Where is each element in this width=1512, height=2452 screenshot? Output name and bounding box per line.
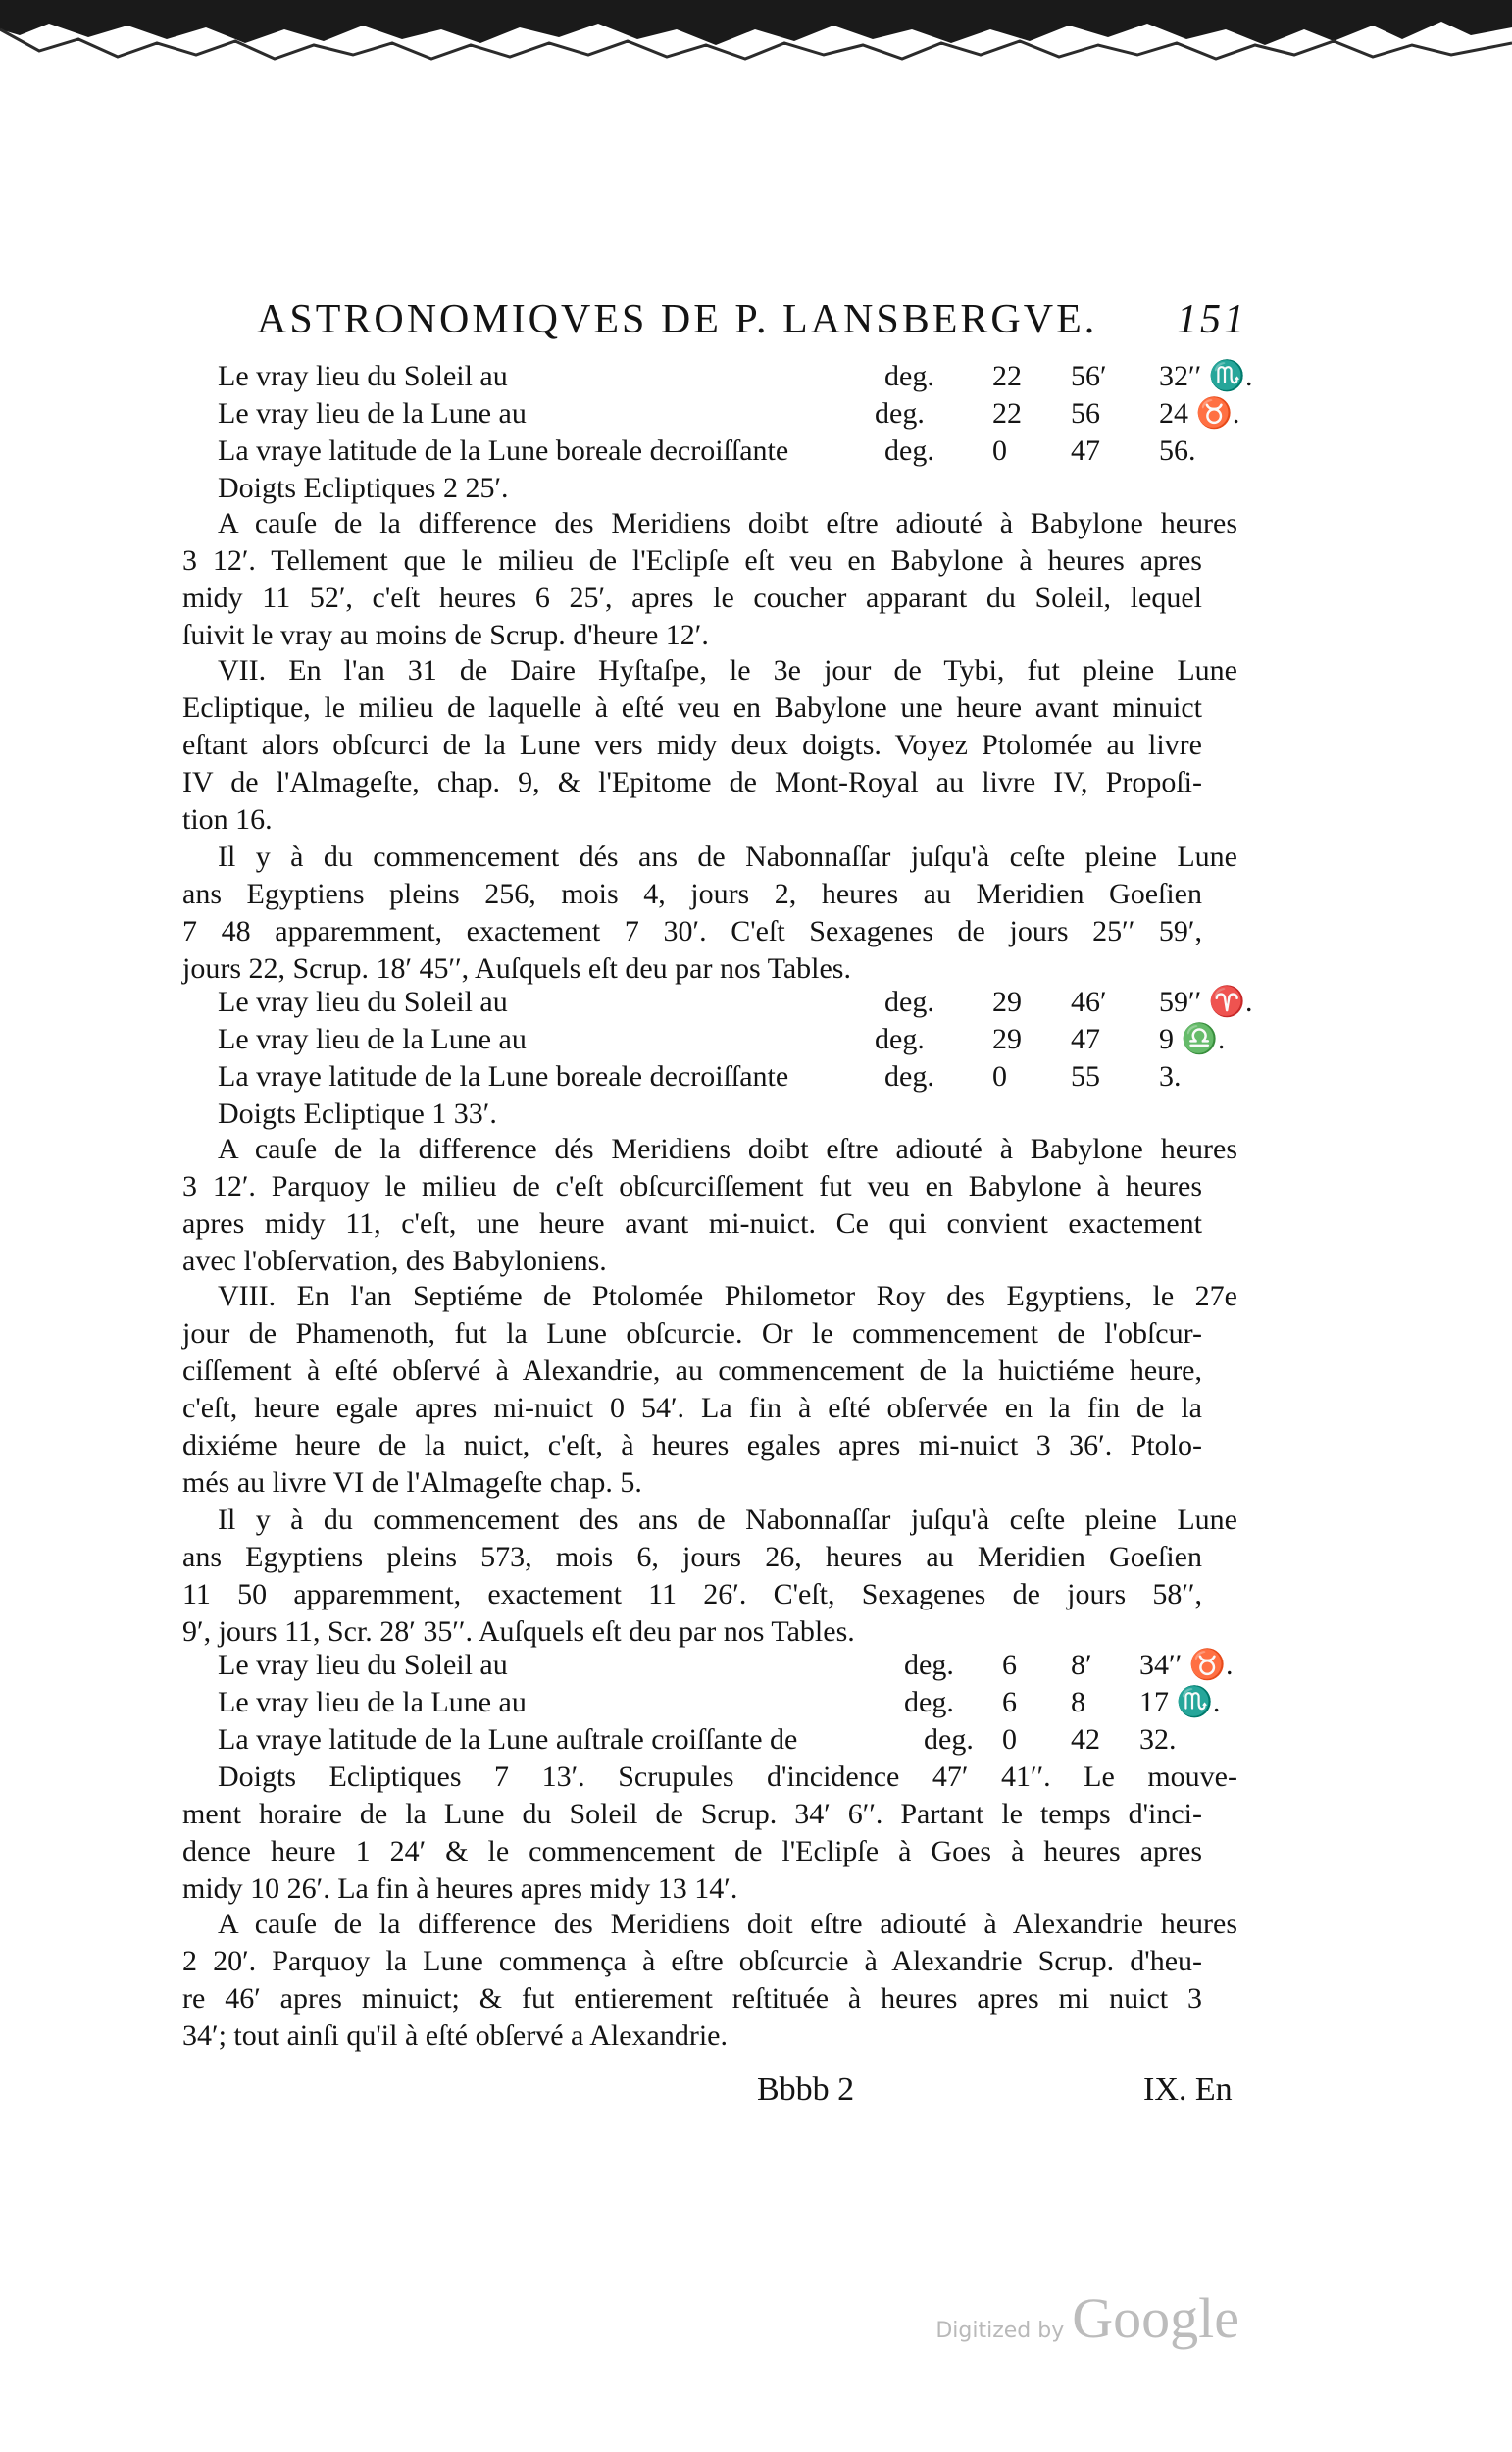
row-label: Le vray lieu du Soleil au bbox=[218, 1649, 508, 1681]
table-row bbox=[218, 985, 1253, 1020]
table-row bbox=[218, 1022, 1247, 1057]
row-deg: deg. bbox=[904, 1686, 954, 1718]
row-label: La vraye latitude de la Lune boreale decroiſſante bbox=[218, 434, 789, 467]
text-line: midy 11 52′, c'eſt heures 6 25′, apres le coucher apparant du Soleil, lequel bbox=[182, 582, 1202, 614]
text-line: ſuivit le vray au moins de Scrup. d'heure 12′. bbox=[182, 619, 709, 651]
text-line: 3 12′. Tellement que le milieu de l'Eclipſe eſt veu en Babylone à heures apres bbox=[182, 544, 1202, 577]
row-value-deg: 29 bbox=[992, 1023, 1022, 1055]
text-line: Ecliptique, le milieu de laquelle à eſté veu en Babylone une heure avant minuict bbox=[182, 691, 1202, 724]
signature-mark: Bbbb 2 bbox=[757, 2071, 855, 2108]
row-value-min: 47 bbox=[1071, 1023, 1100, 1055]
row-value-sec: 56. bbox=[1159, 434, 1196, 467]
text-line: Il y à du commencement dés ans de Nabonnaſſar juſqu'à ceſte pleine Lune bbox=[218, 841, 1237, 873]
row-value-deg: 6 bbox=[1002, 1649, 1017, 1681]
watermark-by-text: Digitized by bbox=[935, 2319, 1065, 2343]
text-line: VIII. En l'an Septiéme de Ptolomée Philometor Roy des Egyptiens, le 27e bbox=[218, 1280, 1237, 1312]
text-line: A cauſe de la difference des Meridiens doibt eſtre adiouté à Babylone heures bbox=[218, 507, 1237, 539]
page-number: 151 bbox=[1177, 297, 1247, 342]
row-value-min: 8′ bbox=[1071, 1649, 1092, 1681]
digitized-watermark bbox=[935, 2285, 1239, 2351]
text-line: avec l'obſervation, des Babyloniens. bbox=[182, 1245, 607, 1277]
google-logo: Google bbox=[1072, 2286, 1239, 2350]
text-line: midy 10 26′. La fin à heures apres midy 13 14′. bbox=[182, 1872, 738, 1905]
row-label: Le vray lieu du Soleil au bbox=[218, 360, 508, 392]
text-line: 7 48 apparemment, exactement 7 30′. C'eſt Sexagenes de jours 25′′ 59′, bbox=[182, 915, 1202, 947]
row-label: Le vray lieu du Soleil au bbox=[218, 986, 508, 1018]
row-value-deg: 22 bbox=[992, 360, 1022, 392]
text-line: ciſſement à eſté obſervé à Alexandrie, au commencement de la huictiéme heure, bbox=[182, 1354, 1202, 1387]
doigts-line: Doigts Ecliptiques 2 25′. bbox=[218, 472, 509, 504]
table-row bbox=[218, 1059, 1247, 1095]
text-line: ans Egyptiens pleins 573, mois 6, jours 26, heures au Meridien Goeſien bbox=[182, 1541, 1202, 1573]
text-line: VII. En l'an 31 de Daire Hyſtaſpe, le 3e jour de Tybi, fut pleine Lune bbox=[218, 654, 1237, 687]
text-line: tion 16. bbox=[182, 803, 273, 836]
row-value-deg: 6 bbox=[1002, 1686, 1017, 1718]
row-value-sec: 24 ♉. bbox=[1159, 397, 1240, 430]
text-line: jour de Phamenoth, fut la Lune obſcurcie. Or le commencement de l'obſcur- bbox=[182, 1317, 1202, 1350]
text-line: 34′; tout ainſi qu'il à eſté obſervé a Alexandrie. bbox=[182, 2019, 728, 2052]
row-value-min: 56′ bbox=[1071, 360, 1107, 392]
row-deg: deg. bbox=[924, 1723, 974, 1756]
text-line: ans Egyptiens pleins 256, mois 4, jours 2, heures au Meridien Goeſien bbox=[182, 878, 1202, 910]
table-row bbox=[218, 1685, 1247, 1720]
row-deg: deg. bbox=[884, 360, 934, 392]
row-value-sec: 9 ♎. bbox=[1159, 1023, 1226, 1055]
row-value-deg: 0 bbox=[992, 1060, 1007, 1093]
row-value-sec: 59′′ ♈. bbox=[1159, 986, 1253, 1018]
text-line: més au livre VI de l'Almageſte chap. 5. bbox=[182, 1466, 642, 1499]
text-line: Doigts Ecliptiques 7 13′. Scrupules d'incidence 47′ 41′′. Le mouve- bbox=[218, 1761, 1237, 1793]
row-deg: deg. bbox=[884, 434, 934, 467]
table-row bbox=[218, 1722, 1247, 1758]
row-value-min: 8 bbox=[1071, 1686, 1085, 1718]
row-label: La vraye latitude de la Lune auſtrale croiſſante de bbox=[218, 1723, 798, 1756]
row-value-min: 47 bbox=[1071, 434, 1100, 467]
row-deg: deg. bbox=[904, 1649, 954, 1681]
text-line: eſtant alors obſcurci de la Lune vers midy deux doigts. Voyez Ptolomée au livre bbox=[182, 729, 1202, 761]
row-value-min: 42 bbox=[1071, 1723, 1100, 1756]
row-label: Le vray lieu de la Lune au bbox=[218, 1023, 527, 1055]
row-value-deg: 22 bbox=[992, 397, 1022, 430]
text-line: c'eſt, heure egale apres mi-nuict 0 54′. La fin à eſté obſervée en la fin de la bbox=[182, 1392, 1202, 1424]
row-label: Le vray lieu de la Lune au bbox=[218, 1686, 527, 1718]
row-deg: deg. bbox=[884, 1060, 934, 1093]
text-line: re 46′ apres minuict; & fut entierement reſtituée à heures apres mi nuict 3 bbox=[182, 1982, 1202, 2015]
text-line: dixiéme heure de la nuict, c'eſt, à heures egales apres mi-nuict 3 36′. Ptolo- bbox=[182, 1429, 1202, 1461]
row-deg: deg. bbox=[884, 986, 934, 1018]
catchword: IX. En bbox=[1143, 2071, 1233, 2108]
running-title: ASTRONOMIQVES DE P. LANSBERGVE. bbox=[257, 297, 1098, 342]
row-value-sec: 32. bbox=[1139, 1723, 1177, 1756]
running-head bbox=[257, 296, 1247, 355]
text-line: 2 20′. Parquoy la Lune commença à eſtre obſcurcie à Alexandrie Scrup. d'heu- bbox=[182, 1945, 1202, 1977]
table-row bbox=[218, 434, 1247, 469]
table-row bbox=[218, 1648, 1247, 1683]
table-row bbox=[218, 396, 1247, 432]
text-line: A cauſe de la difference des Meridiens doit eſtre adiouté à Alexandrie heures bbox=[218, 1908, 1237, 1940]
row-deg: deg. bbox=[875, 1023, 925, 1055]
text-line: 11 50 apparemment, exactement 11 26′. C'eſt, Sexagenes de jours 58′′, bbox=[182, 1578, 1202, 1610]
row-label: La vraye latitude de la Lune boreale decroiſſante bbox=[218, 1060, 789, 1093]
text-line: IV de l'Almageſte, chap. 9, & l'Epitome de Mont-Royal au livre IV, Propoſi- bbox=[182, 766, 1202, 798]
text-line: dence heure 1 24′ & le commencement de l'Eclipſe à Goes à heures apres bbox=[182, 1835, 1202, 1867]
row-label: Le vray lieu de la Lune au bbox=[218, 397, 527, 430]
row-value-sec: 3. bbox=[1159, 1060, 1182, 1093]
row-value-sec: 34′′ ♉. bbox=[1139, 1649, 1234, 1681]
text-line: 9′, jours 11, Scr. 28′ 35′′. Auſquels eſt deu par nos Tables. bbox=[182, 1615, 855, 1648]
text-line: apres midy 11, c'eſt, une heure avant mi-nuict. Ce qui convient exactement bbox=[182, 1207, 1202, 1240]
text-line: Il y à du commencement des ans de Nabonnaſſar juſqu'à ceſte pleine Lune bbox=[218, 1504, 1237, 1536]
row-value-min: 46′ bbox=[1071, 986, 1107, 1018]
text-line: ment horaire de la Lune du Soleil de Scrup. 34′ 6′′. Partant le temps d'inci- bbox=[182, 1798, 1202, 1830]
row-value-deg: 0 bbox=[1002, 1723, 1017, 1756]
row-value-min: 56 bbox=[1071, 397, 1100, 430]
table-row bbox=[218, 359, 1253, 394]
text-line: jours 22, Scrup. 18′ 45′′, Auſquels eſt deu par nos Tables. bbox=[182, 952, 851, 985]
text-line: 3 12′. Parquoy le milieu de c'eſt obſcurciſſement fut veu en Babylone à heures bbox=[182, 1170, 1202, 1202]
row-value-sec: 32′′ ♏. bbox=[1159, 360, 1253, 392]
row-value-sec: 17 ♏. bbox=[1139, 1686, 1221, 1718]
row-value-deg: 29 bbox=[992, 986, 1022, 1018]
row-deg: deg. bbox=[875, 397, 925, 430]
row-value-deg: 0 bbox=[992, 434, 1007, 467]
row-value-min: 55 bbox=[1071, 1060, 1100, 1093]
text-line: A cauſe de la difference dés Meridiens doibt eſtre adiouté à Babylone heures bbox=[218, 1133, 1237, 1165]
doigts-line: Doigts Ecliptique 1 33′. bbox=[218, 1098, 497, 1130]
